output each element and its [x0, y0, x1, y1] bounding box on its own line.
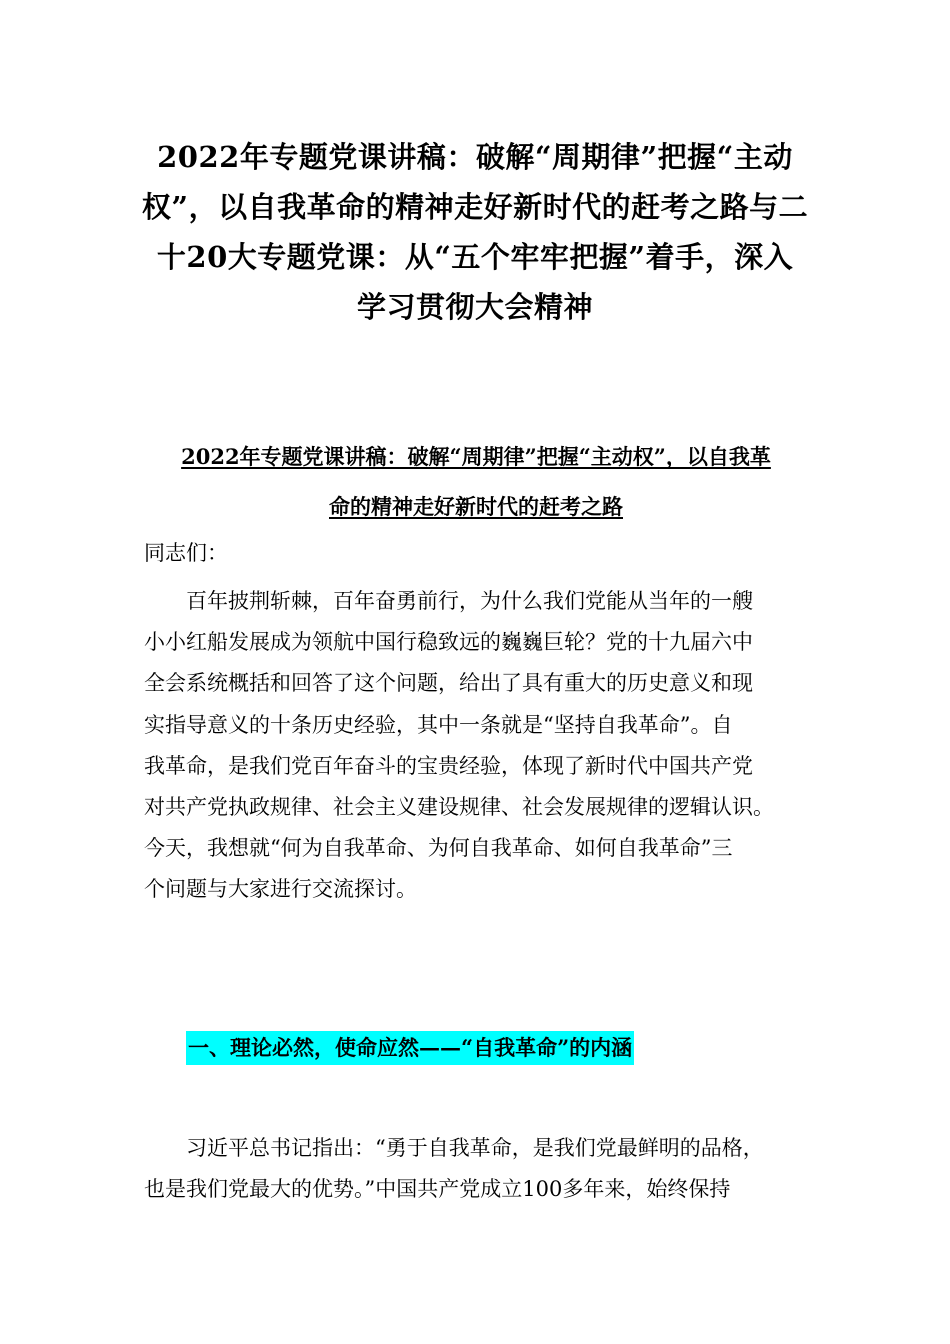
paragraph-line: 实指导意义的十条历史经验，其中一条就是“坚持自我革命”。自 [144, 712, 733, 737]
paragraph-line: 小小红船发展成为领航中国行稳致远的巍巍巨轮？党的十九届六中 [144, 630, 753, 655]
paragraph-line: 百年披荆斩棘，百年奋勇前行，为什么我们党能从当年的一艘 [144, 589, 753, 613]
section-heading: 一、理论必然，使命应然——“自我革命”的内涵 [186, 1031, 634, 1065]
sub-title-line: 2022年专题党课讲稿：破解“周期律”把握“主动权”，以自我革 [181, 444, 771, 469]
paragraph-line: 对共产党执政规律、社会主义建设规律、社会发展规律的逻辑认识。 [144, 795, 774, 820]
body-paragraph [144, 581, 824, 911]
body-paragraph [144, 1128, 824, 1210]
paragraph-line: 全会系统概括和回答了这个问题，给出了具有重大的历史意义和现 [144, 671, 753, 696]
sub-title-line: 命的精神走好新时代的赶考之路 [329, 494, 623, 519]
main-title-line: 十20大专题党课：从“五个牢牢把握”着手，深入 [156, 240, 794, 274]
paragraph-line: 习近平总书记指出：“勇于自我革命，是我们党最鲜明的品格， [144, 1136, 764, 1160]
main-title-line: 2022年专题党课讲稿：破解“周期律”把握“主动 [157, 140, 793, 174]
salutation: 同志们： [144, 541, 228, 565]
paragraph-line: 也是我们党最大的优势。”中国共产党成立100多年来，始终保持 [144, 1177, 731, 1202]
paragraph-line: 我革命，是我们党百年奋斗的宝贵经验，体现了新时代中国共产党 [144, 753, 753, 778]
sub-title [142, 432, 810, 532]
main-title [138, 132, 812, 332]
main-title-line: 学习贯彻大会精神 [356, 290, 593, 324]
paragraph-line: 个问题与大家进行交流探讨。 [144, 877, 417, 902]
paragraph-line: 今天，我想就“何为自我革命、为何自我革命、如何自我革命”三 [144, 836, 733, 861]
main-title-line: 权”，以自我革命的精神走好新时代的赶考之路与二 [141, 190, 809, 224]
